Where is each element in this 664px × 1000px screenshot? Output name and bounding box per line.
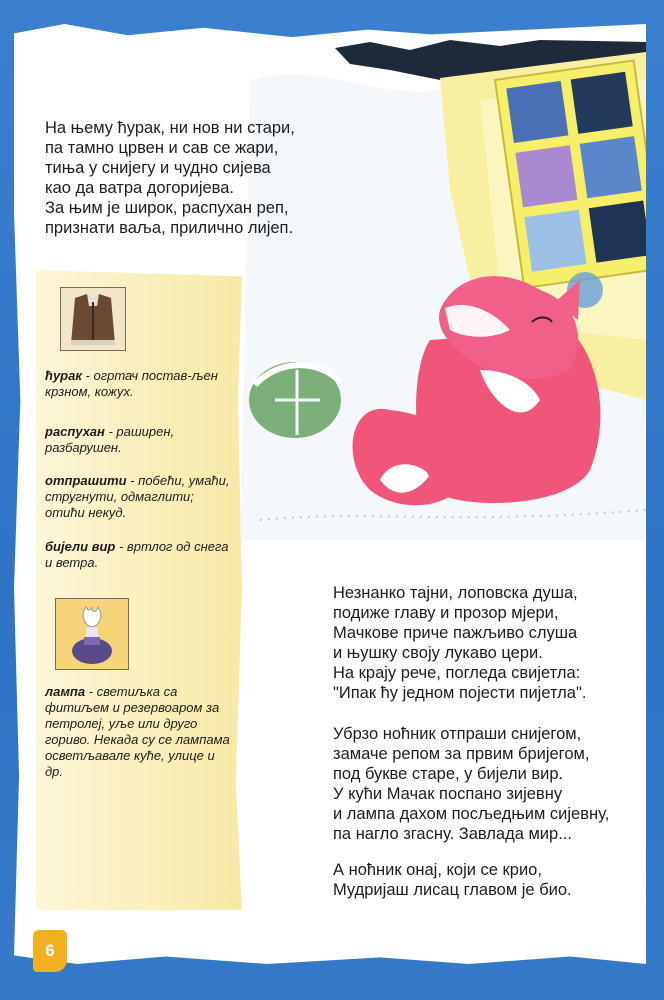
- glossary-term: распухан: [45, 424, 105, 439]
- poem-line: Мачкове приче пажљиво слуша: [333, 624, 578, 642]
- glossary-entry-kurak: [45, 368, 235, 400]
- fox-window-illustration: [240, 40, 646, 540]
- poem-line: па нагло згасну. Завлада мир...: [333, 825, 572, 843]
- window-pane: [580, 136, 642, 198]
- poem-line: На крају рече, погледа свиjетла:: [333, 664, 581, 682]
- poem-line: А ноћник онај, који се крио,: [333, 861, 542, 879]
- glossary-entry-raspuhan: [45, 424, 235, 456]
- poem-stanza-4: [333, 860, 572, 900]
- page-number: 6: [33, 930, 67, 972]
- poem-line: под букве старе, у бијели вир.: [333, 765, 564, 783]
- glossary-definition: - светиљка са фитиљем и резервоаром за петролеј, уље или друго гориво. Некада су се лампама осветљавале куће, улице и др.: [45, 684, 230, 779]
- window-pane: [589, 201, 646, 263]
- glossary-term: бијели вир: [45, 539, 116, 554]
- poem-line: подиже главу и прозор мјери,: [333, 604, 559, 622]
- glossary-term: ћурак: [45, 368, 82, 383]
- window-pane: [506, 81, 568, 143]
- poem-line: признати ваља, прилично лијеп.: [45, 219, 294, 237]
- poem-line: па тамно црвен и сав се жари,: [45, 139, 279, 157]
- coat-icon: [60, 287, 126, 351]
- poem-line: Незнанко тајни, лоповска душа,: [333, 584, 578, 602]
- glossary-sidebar: [36, 270, 242, 910]
- poem-stanza-2: [333, 583, 586, 703]
- poem-line: За њим је широк, распухан реп,: [45, 199, 289, 217]
- glossary-entry-lampa: [45, 684, 235, 780]
- glossary-term: отпрашити: [45, 473, 127, 488]
- poem-line: тиња у снијегу и чудно сијева: [45, 159, 271, 177]
- poem-line: На њему ћурак, ни нов ни стари,: [45, 119, 295, 137]
- glossary-entry-otprasiti: [45, 473, 235, 521]
- poem-line: и њушку своју лукаво цери.: [333, 644, 543, 662]
- poem-line: У кући Мачак поспано зијевну: [333, 785, 563, 803]
- poem-line: замаче репом за првим бријегом,: [333, 745, 590, 763]
- glossary-term: лампа: [45, 684, 86, 699]
- glossary-definition: - огртач постав-љен крзном, кожух.: [45, 368, 218, 399]
- poem-line: "Ипак ћу једном појести пијетла".: [333, 684, 587, 702]
- poem-line: Мудријаш лисац главом је био.: [333, 881, 572, 899]
- glossary-entry-bijeli-vir: [45, 539, 235, 571]
- glossary-definition: - побећи, умаћи, стругнути, одмаглити; отићи некуд.: [45, 473, 230, 520]
- poem-stanza-1: [45, 118, 295, 238]
- window-pane: [524, 210, 586, 272]
- snowy-bush: [249, 362, 341, 438]
- poem-line: и лампа дахом посљедњим сијевну,: [333, 805, 610, 823]
- oil-lamp-icon: [55, 598, 129, 670]
- glossary-definition: - вртлог од снега и ветра.: [45, 539, 229, 570]
- glossary-definition: - раширен, разбарушен.: [45, 424, 175, 455]
- window-pane: [515, 145, 577, 207]
- window-pane: [571, 72, 633, 134]
- poem-line: као да ватра догоријева.: [45, 179, 235, 197]
- poem-line: Убрзо ноћник отпраши снијегом,: [333, 725, 582, 743]
- poem-stanza-3: [333, 724, 609, 844]
